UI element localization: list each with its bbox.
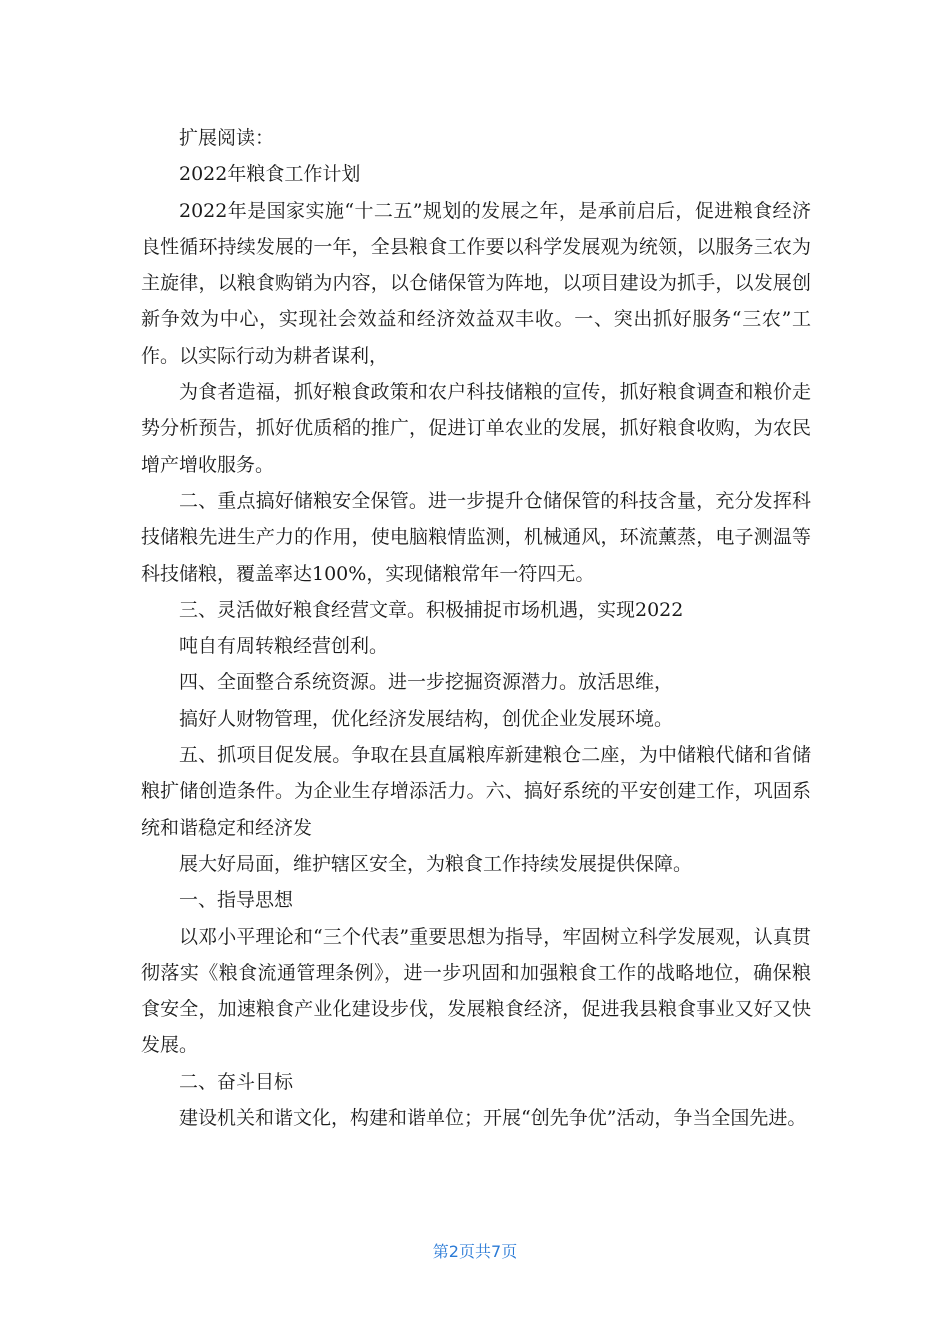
paragraph-extended-reading: 扩展阅读： xyxy=(179,127,275,149)
page-number-footer xyxy=(0,1240,950,1264)
paragraph-grain-business-cont: 吨自有周转粮经营创利。 xyxy=(179,635,389,658)
paragraph-goals: 建设机关和谐文化，构建和谐单位；开展“创先争优”活动，争当全国先进。 xyxy=(179,1107,807,1130)
page-suffix: 页 xyxy=(501,1242,518,1261)
page-prefix: 第 xyxy=(432,1242,449,1261)
paragraph-projects: 五、抓项目促发展。争取在县直属粮库新建粮仓二座，为中储粮代储和省储粮扩储创造条件。为企业生存增添活力。六、搞好系统的平安创建工作，巩固系统和谐稳定和经济发 xyxy=(141,744,811,839)
heading-guiding-ideology: 一、指导思想 xyxy=(179,889,294,912)
total-pages-number: 7 xyxy=(491,1242,502,1261)
paragraph-projects-cont: 展大好局面，维护辖区安全，为粮食工作持续发展提供保障。 xyxy=(179,852,693,875)
current-page-number: 2 xyxy=(448,1242,459,1261)
paragraph-intro: 2022年是国家实施“十二五”规划的发展之年，是承前启后，促进粮食经济良性循环持续发展的一年，全县粮食工作要以科学发展观为统领，以服务三农为主旋律，以粮食购销为内容，以仓储保管为阵地，以项目建设为抓手，以发展创新争效为中心，实现社会效益和经济效益双丰收。一、突出抓好服务“三农”工作。以实际行动为耕者谋利， xyxy=(141,199,811,367)
paragraph-resources: 四、全面整合系统资源。进一步挖掘资源潜力。放活思维， xyxy=(179,671,674,694)
paragraph-resources-cont: 搞好人财物管理，优化经济发展结构，创优企业发展环境。 xyxy=(179,707,674,730)
paragraph-guiding-ideology: 以邓小平理论和“三个代表”重要思想为指导，牢固树立科学发展观，认真贯彻落实《粮食流通管理条例》，进一步巩固和加强粮食工作的战略地位，确保粮食安全，加速粮食产业化建设步伐，发展粮食经济，促进我县粮食事业又好又快发展。 xyxy=(141,925,811,1057)
paragraph-storage-safety: 二、重点搞好储粮安全保管。进一步提升仓储保管的科技含量，充分发挥科技储粮先进生产力的作用，使电脑粮情监测，机械通风，环流薰蒸，电子测温等科技储粮，覆盖率达100%，实现储粮常年一符四无。 xyxy=(141,489,811,585)
paragraph-plan-title: 2022年粮食工作计划 xyxy=(179,163,361,186)
heading-goals: 二、奋斗目标 xyxy=(179,1070,294,1093)
paragraph-grain-business: 三、灵活做好粮食经营文章。积极捕捉市场机遇，实现2022 xyxy=(179,598,684,621)
document-body xyxy=(141,120,811,1136)
page-middle: 页共 xyxy=(458,1242,491,1261)
paragraph-serve-farmers: 为食者造福，抓好粮食政策和农户科技储粮的宣传，抓好粮食调查和粮价走势分析预告，抓好优质稻的推广，促进订单农业的发展，抓好粮食收购，为农民增产增收服务。 xyxy=(141,381,811,476)
